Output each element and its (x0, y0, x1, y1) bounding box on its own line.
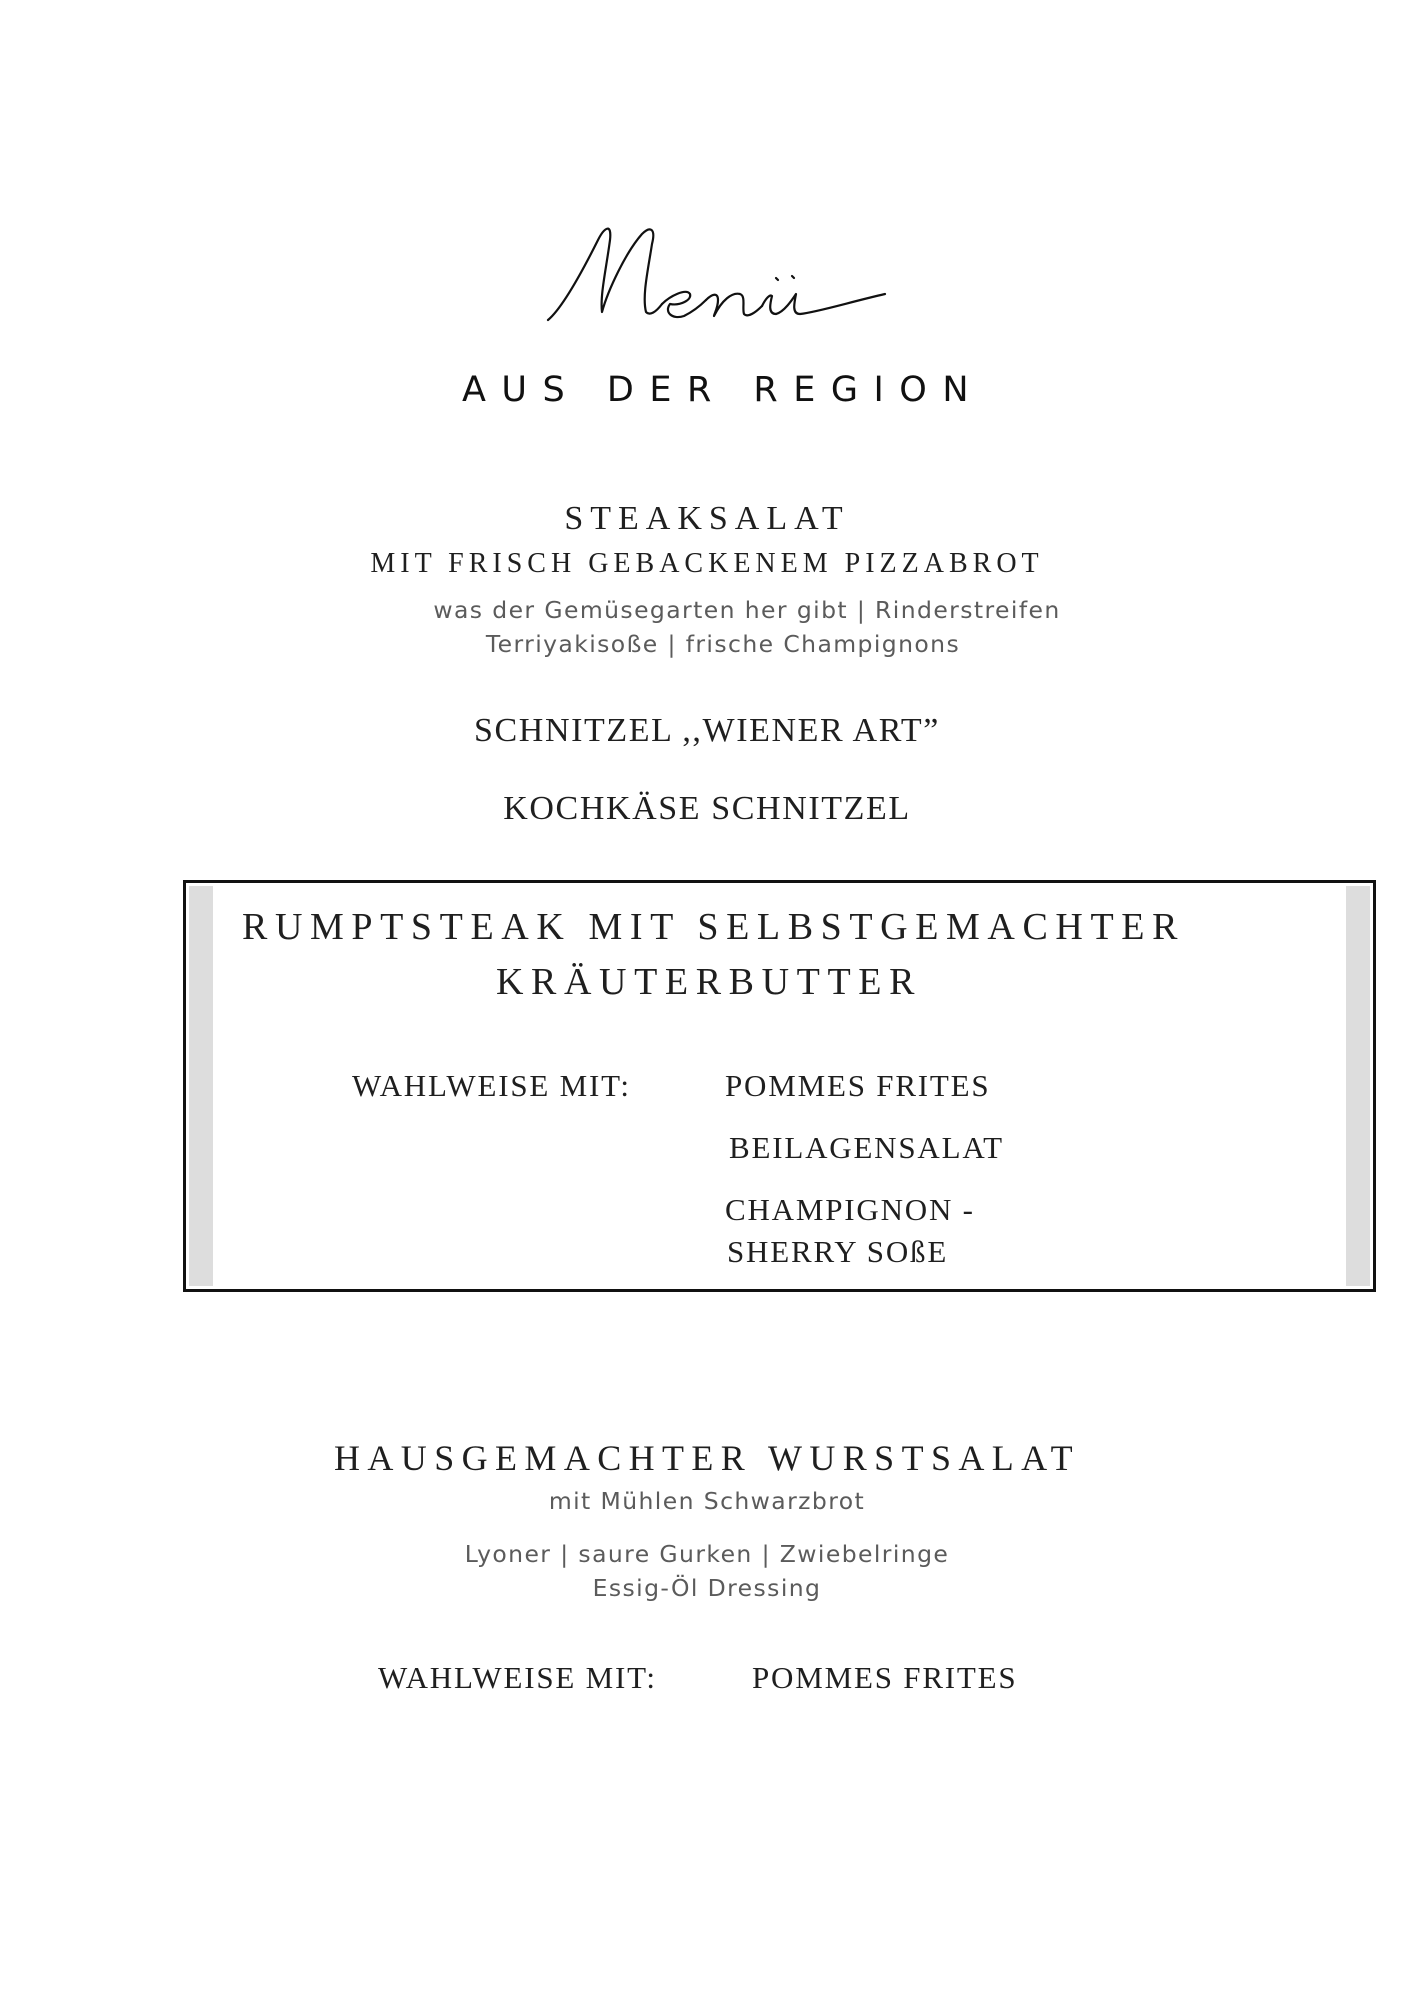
wurstsalat-choice-label: WAHLWEISE MIT: (378, 1660, 657, 1695)
rumpsteak-choice-label: WAHLWEISE MIT: (352, 1068, 631, 1103)
script-title-logo (530, 200, 930, 350)
dish-title-wurstsalat: HAUSGEMACHTER WURSTSALAT (334, 1438, 1080, 1478)
rumpsteak-option: SHERRY SOßE (727, 1234, 949, 1269)
dish-title-rumpsteak-line1: RUMPTSTEAK MIT SELBSTGEMACHTER (242, 906, 1186, 948)
dish-title-schnitzel-wiener-art: SCHNITZEL ,,WIENER ART” (474, 712, 940, 749)
dish-subtitle-steaksalat: MIT FRISCH GEBACKENEM PIZZABROT (370, 548, 1044, 579)
dish-description-steaksalat-line1: was der Gemüsegarten her gibt | Rinderstreifen (433, 596, 1061, 624)
box-side-shade-right (1346, 886, 1370, 1286)
dish-description-steaksalat-line2: Terriyakisoße | frische Champignons (485, 630, 961, 658)
dish-title-rumpsteak-line2: KRÄUTERBUTTER (496, 961, 923, 1003)
box-side-shade-left (189, 886, 213, 1286)
dish-subtitle-wurstsalat: mit Mühlen Schwarzbrot (548, 1487, 866, 1515)
dish-description-wurstsalat-line1: Lyoner | saure Gurken | Zwiebelringe (464, 1540, 950, 1568)
dish-title-kochkaese-schnitzel: KOCHKÄSE SCHNITZEL (503, 790, 911, 827)
dish-description-wurstsalat-line2: Essig-Öl Dressing (592, 1574, 822, 1602)
rumpsteak-option: POMMES FRITES (725, 1068, 991, 1103)
rumpsteak-option: CHAMPIGNON - (725, 1192, 975, 1227)
subtitle: AUS DER REGION (461, 370, 985, 410)
rumpsteak-option: BEILAGENSALAT (729, 1130, 1004, 1165)
dish-title-steaksalat: STEAKSALAT (564, 500, 850, 537)
wurstsalat-option: POMMES FRITES (752, 1660, 1018, 1695)
